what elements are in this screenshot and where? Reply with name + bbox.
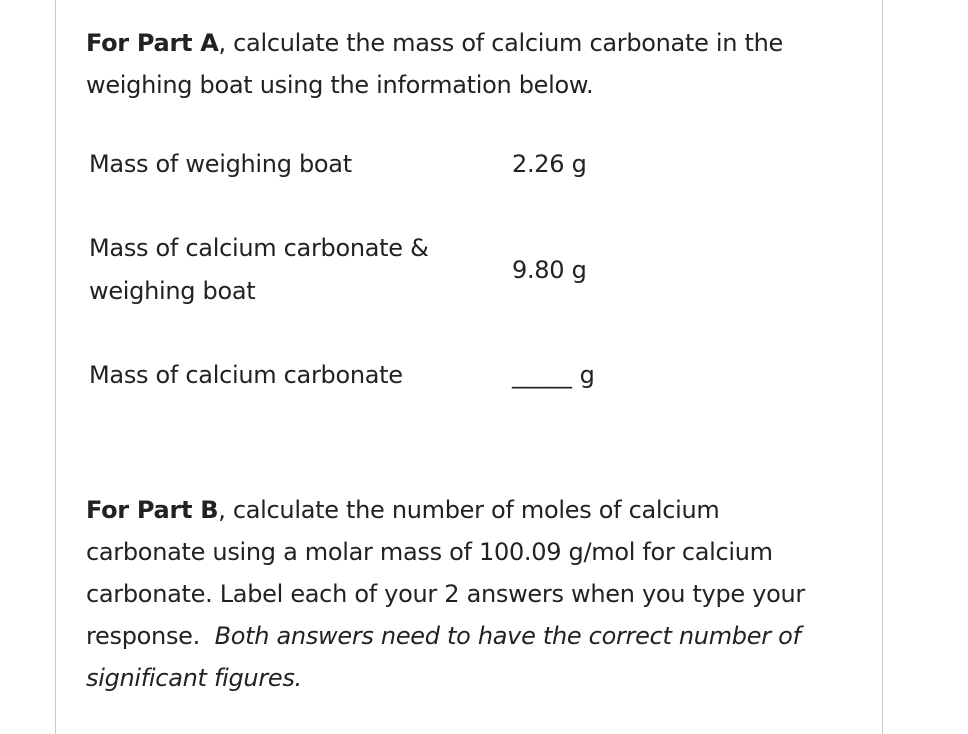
row-label-weighing-boat: Mass of weighing boat xyxy=(89,150,352,178)
row-value-calcium-carbonate-blank: _____ g xyxy=(512,361,595,389)
part-a-heading: For Part A xyxy=(86,29,219,57)
part-b-line-4 xyxy=(86,615,856,657)
part-b-line-5 xyxy=(86,657,856,699)
part-a-line-2: weighing boat using the information below. xyxy=(86,71,594,99)
row-value-weighing-boat: 2.26 g xyxy=(512,150,587,178)
row-label-line-1: Mass of calcium carbonate & xyxy=(89,234,429,262)
row-label-calcium-carbonate: Mass of calcium carbonate xyxy=(89,361,403,389)
part-b-italic-note-end: significant figures. xyxy=(86,664,302,692)
frame-border-left xyxy=(55,0,56,734)
part-b-text: , calculate the number of moles of calcium xyxy=(218,496,720,524)
part-a-instructions xyxy=(86,22,856,106)
part-b-instructions xyxy=(86,489,856,699)
part-b-line-3: carbonate. Label each of your 2 answers when you type your xyxy=(86,580,805,608)
part-b-line-2: carbonate using a molar mass of 100.09 g/mol for calcium xyxy=(86,538,773,566)
row-label-line-2: weighing boat xyxy=(89,277,256,305)
row-value-carbonate-and-boat: 9.80 g xyxy=(512,256,587,284)
part-b-line-1 xyxy=(86,489,856,531)
part-b-response-text: response. xyxy=(86,622,215,650)
frame-border-right xyxy=(882,0,883,734)
part-b-italic-note: Both answers need to have the correct number of xyxy=(214,622,801,650)
part-a-line-1 xyxy=(86,22,856,64)
part-a-text: , calculate the mass of calcium carbonate in the xyxy=(218,29,783,57)
row-label-carbonate-and-boat xyxy=(89,227,429,313)
part-b-heading: For Part B xyxy=(86,496,219,524)
